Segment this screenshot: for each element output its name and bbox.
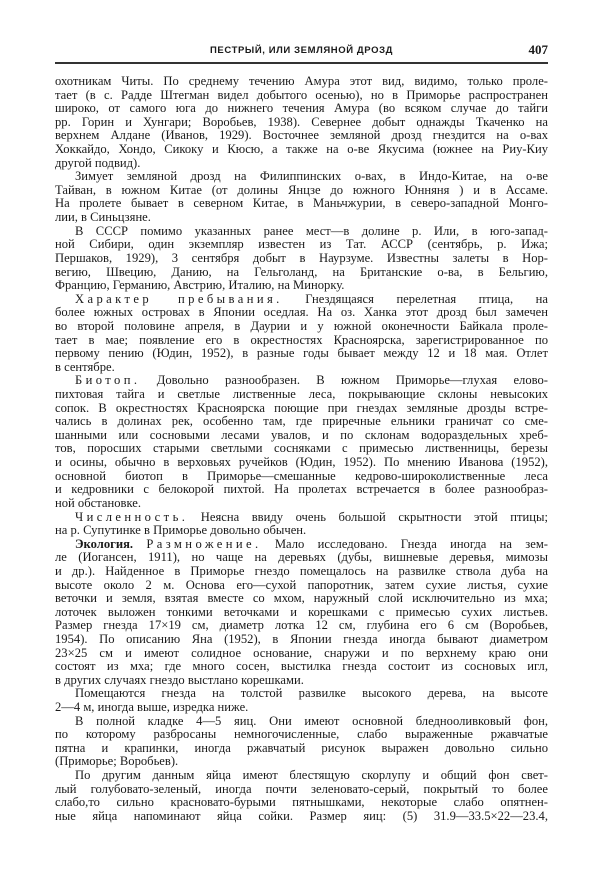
header-rule [55, 62, 548, 64]
line-text: слабо,то сильно красновато-бурыми пятнышками, некоторые слабо опятнен- [55, 795, 548, 810]
paragraph [55, 511, 548, 538]
line-text: лии, в Синьцзяне. [55, 210, 151, 225]
line-text: ные яйца напоминают яйца сойки. Размер яиц: (5) 31.9—33.5×22—23.4, [55, 808, 548, 823]
line-text: (Приморье; Воробьев). [55, 754, 179, 769]
text-line [55, 483, 548, 497]
text-line [55, 551, 548, 565]
text-line [55, 565, 548, 579]
line-text: ле (Иогансен, 1911), но чаще на деревьях (дубы, вишневые деревья, мимозы [55, 550, 548, 565]
line-text: В СССР помимо указанных ранее мест—в долине р. Или, в юго-запад- [75, 223, 548, 238]
text-line [55, 184, 548, 198]
text-line [55, 796, 548, 810]
paragraph [55, 538, 548, 688]
text-line [55, 633, 548, 647]
line-text: шанными или сосновыми лесами увалов, и по склонам водораздельных хреб- [55, 427, 548, 442]
line-text: во второй половине апреля, в Даурии и у южной оконечности Байкала проле- [55, 318, 548, 333]
line-text: лоточек выложен тонкими веточками и корешками с примесью сухих листьев. [55, 604, 548, 619]
paragraph [55, 374, 548, 510]
line-text: Гнездящаяся перелетная птица, на [305, 291, 548, 306]
text-line [55, 810, 548, 824]
line-text: тов, поросших старыми светлыми сосняками с примесью лиственницы, березы [55, 441, 548, 456]
subsection-heading: Численность. [75, 509, 189, 524]
line-text: 23×25 см и имеют солидное основание, снаружи и по верхнему краю они [55, 645, 548, 660]
line-text: чались в долинах рек, особенно там, где приречные ельники граничат со сме- [55, 414, 548, 429]
text-line [55, 238, 548, 252]
line-text: верхнем Алдане (Иванов, 1929). Восточнее земляной дрозд гнездится на о-вах [55, 128, 548, 143]
line-text: Неясна ввиду очень большой скрытности этой птицы; [200, 509, 548, 524]
text-line [55, 306, 548, 320]
paragraph [55, 293, 548, 375]
line-text: Довольно разнообразен. В южном Приморье—глухая елово- [156, 373, 548, 388]
text-line [55, 538, 548, 552]
text-line [55, 402, 548, 416]
text-line [55, 279, 548, 293]
subsection-heading: Размножение. [146, 536, 262, 551]
text-line [55, 266, 548, 280]
line-text: тает (в с. Радде Штегман видел добытого осенью), но в Приморье распространен [55, 87, 548, 102]
text-line [55, 102, 548, 116]
line-text: на р. Супутинке в Приморье довольно обычен. [55, 523, 307, 538]
line-text: высоте около 2 м. Основа его—сухой папоротник, затем сухие листья, сухие [55, 577, 548, 592]
section-heading: Экология. [75, 536, 134, 551]
text-line [55, 456, 548, 470]
text-line [55, 511, 548, 525]
text-line [55, 647, 548, 661]
paragraph [55, 769, 548, 823]
line-text: ной обстановке. [55, 495, 141, 510]
subsection-heading: Характер пребывания. [75, 291, 283, 306]
text-line [55, 470, 548, 484]
line-text: основной биотоп в Приморье—смешанные кедрово-широколиственные леса [55, 468, 548, 483]
text-line [55, 225, 548, 239]
paragraph [55, 170, 548, 224]
text-line [55, 347, 548, 361]
text-line [55, 592, 548, 606]
text-line [55, 674, 548, 688]
line-text: Мало исследовано. Гнезда иногда на зем- [274, 536, 548, 551]
line-text: по которому разбросаны немногочисленные, слабо выраженные ржавчатые [55, 727, 548, 742]
text-line [55, 769, 548, 783]
text-line [55, 129, 548, 143]
text-line [55, 442, 548, 456]
line-text: тает в мае; появление его в окрестностях Красноярска, зарегистрированное по [55, 332, 548, 347]
text-line [55, 252, 548, 266]
line-text: и кедровники с белокорой пихтой. На пролетах встречается в более разнообраз- [55, 482, 548, 497]
text-line [55, 619, 548, 633]
text-line [55, 75, 548, 89]
text-line [55, 170, 548, 184]
line-text: По другим данным яйца имеют блестящую скорлупу и общий фон свет- [75, 768, 548, 783]
line-text: более южных островах в Японии оседлая. На оз. Ханка этот дрозд был замечен [55, 305, 548, 320]
text-line [55, 783, 548, 797]
text-line [55, 320, 548, 334]
text-line [55, 742, 548, 756]
line-text: пихтовая тайга и светлые лиственные леса, покрывающие склоны невысоких [55, 387, 548, 402]
paragraph [55, 687, 548, 714]
line-text: сопок. В окрестностях Красноярска поющие при гнездах земляные дрозды встре- [55, 400, 548, 415]
subsection-heading: Биотоп. [75, 373, 141, 388]
line-text: лый голубовато-зеленый, иногда почти зеленовато-серый, покрытый то более [55, 781, 548, 796]
line-text: На пролете бывает в северном Китае, в Маньчжурии, в северо-западной Монго- [55, 196, 548, 211]
line-text: рр. Горин и Хунгари; Воробьев, 1938). Севернее добыт однажды Ткаченко на [55, 114, 548, 129]
text-line [55, 606, 548, 620]
text-line [55, 687, 548, 701]
line-text: Зимует земляной дрозд на Филиппинских о-вах, в Индо-Китае, на о-ве [75, 169, 548, 184]
line-text: В полной кладке 4—5 яиц. Они имеют основной бледнооливковый фон, [75, 713, 548, 728]
text-line [55, 143, 548, 157]
text-line [55, 388, 548, 402]
text-line [55, 116, 548, 130]
line-text: Францию, Германию, Австрию, Италию, на Минорку. [55, 278, 345, 293]
text-line [55, 334, 548, 348]
line-text: Помещаются гнезда на толстой развилке высокого дерева, на высоте [75, 686, 548, 701]
text-line [55, 211, 548, 225]
line-text: состоят из мха; где много сосен, выстилка гнезда состоит из сосновых игл, [55, 659, 548, 674]
line-text: охотникам Читы. По среднему течению Амура этот вид, видимо, только проле- [55, 74, 548, 88]
line-text: широко, от самого юга до нижнего течения Амура (во всяком случае до тайги [55, 101, 548, 116]
paragraph [55, 75, 548, 170]
text-line [55, 701, 548, 715]
text-line [55, 524, 548, 538]
running-header [55, 42, 548, 58]
text-line [55, 157, 548, 171]
line-text: и др.). Найденное в Приморье гнездо помещалось на развилке ствола дуба на [55, 563, 548, 578]
line-text: Хоккайдо, Хондо, Сикоку и Кюсю, а также на о-ве Якусима (южнее на Риу-Киу [55, 142, 548, 157]
paragraph [55, 715, 548, 769]
text-line [55, 660, 548, 674]
text-line [55, 293, 548, 307]
body-text [55, 75, 548, 824]
text-line [55, 715, 548, 729]
text-line [55, 361, 548, 375]
text-line [55, 89, 548, 103]
text-line [55, 374, 548, 388]
paragraph [55, 225, 548, 293]
line-text: ной Сибири, один экземпляр известен из Тат. АССР (сентябрь, р. Ижа; [55, 237, 548, 252]
line-text: другой подвид). [55, 155, 141, 170]
line-text: первому пению (Юдин, 1952), в разные годы бывает между 12 и 18 мая. Отлет [55, 346, 548, 361]
line-text: веточки и земля, взятая вместе со мхом, наружный слой исключительно из мха; [55, 591, 548, 606]
text-line [55, 579, 548, 593]
page-number: 407 [528, 42, 548, 57]
text-line [55, 197, 548, 211]
text-line [55, 429, 548, 443]
line-text: 1954). По описанию Яна (1952), в Японии гнезда иногда бывают диаметром [55, 631, 548, 646]
running-title: ПЕСТРЫЙ, ИЛИ ЗЕМЛЯНОЙ ДРОЗД [210, 45, 393, 56]
line-text: 2—4 м, иногда выше, изредка ниже. [55, 700, 249, 715]
line-text: в других случаях гнездо выстлано корешками. [55, 672, 304, 687]
text-line [55, 415, 548, 429]
line-text: Тайван, в южном Китае (от долины Янцзе до южного Юнняня ) и в Ассаме. [55, 182, 548, 197]
line-text: в сентябре. [55, 359, 115, 374]
line-text: Размер гнезда 17×19 см, диаметр лотка 12 см, глубина его 6 см (Воробьев, [55, 618, 548, 633]
text-line [55, 755, 548, 769]
line-text: Першаков, 1929), 3 сентября добыт в Наурзуме. Известны залеты в Нор- [55, 250, 548, 265]
text-line [55, 728, 548, 742]
line-text: и осины, обычно в верховьях ручейков (Юдин, 1952). По мнению Иванова (1952), [55, 455, 548, 470]
line-text: пятна и крапинки, иногда ржавчатый рисунок выражен довольно сильно [55, 740, 548, 755]
text-line [55, 497, 548, 511]
line-text: вегию, Швецию, Данию, на Гельголанд, на Британские о-ва, в Бельгию, [55, 264, 548, 279]
